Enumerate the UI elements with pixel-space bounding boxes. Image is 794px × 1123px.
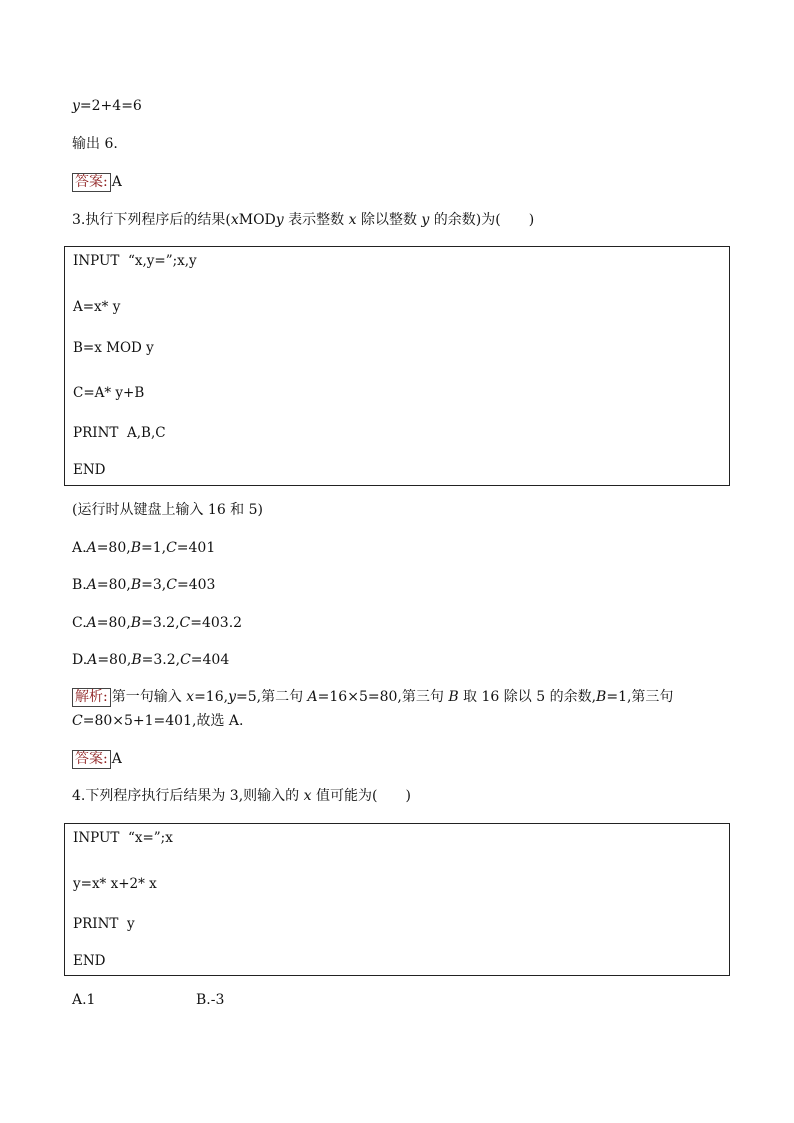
answer-value: A	[111, 751, 122, 767]
var-B: B	[130, 577, 142, 593]
option-value: =404	[190, 652, 230, 668]
code-line: INPUT “x=”;x	[73, 830, 173, 846]
var-B: B	[131, 652, 142, 668]
var-A: A	[86, 615, 97, 631]
option-value: =80,	[96, 577, 131, 593]
code-box-q3	[64, 246, 730, 486]
var-B: B	[130, 540, 141, 556]
option-value: =3.2,	[141, 652, 181, 668]
var-C: C	[166, 577, 177, 593]
stem-text: 值可能为( )	[311, 788, 411, 804]
answer-tag: 答案:	[72, 750, 111, 769]
equation-line	[72, 96, 142, 116]
var-A: A	[86, 577, 97, 593]
var-x: x	[186, 689, 195, 705]
var-x: x	[230, 212, 239, 228]
analysis-text: =16×5=80,第三句	[317, 689, 449, 705]
stem-text: 除以整数	[356, 212, 422, 228]
option-value: =401	[176, 540, 216, 556]
var-C: C	[72, 713, 83, 729]
var-C: C	[180, 652, 191, 668]
analysis-text: =5,第二句	[236, 689, 308, 705]
code-line: PRINT A,B,C	[73, 425, 166, 441]
var-B: B	[448, 689, 459, 705]
code-line: INPUT “x,y=”;x,y	[73, 253, 197, 269]
analysis-text: =80×5+1=401,故选 A.	[82, 713, 244, 729]
answer-line	[72, 749, 122, 769]
option-b: B.-3	[196, 992, 225, 1008]
option-value: =3,	[141, 577, 167, 593]
analysis-text: =1,第三句	[606, 689, 674, 705]
option-b	[72, 575, 215, 595]
option-value: =80,	[96, 615, 131, 631]
code-line: C=A* y+B	[73, 385, 145, 401]
var-A: A	[87, 652, 98, 668]
option-a: A.1	[72, 992, 96, 1008]
option-value: =3.2,	[141, 615, 180, 631]
stem-text: 表示整数	[283, 212, 349, 228]
var-y: y	[275, 212, 284, 228]
analysis-tag: 解析:	[72, 688, 111, 707]
question-3-stem	[72, 210, 534, 230]
option-value: =80,	[97, 652, 132, 668]
option-letter: B.	[72, 577, 87, 593]
answer-line	[72, 172, 122, 192]
var-y: y	[72, 98, 80, 114]
analysis-line-1	[72, 687, 673, 707]
option-letter: D.	[72, 652, 88, 668]
option-value: =1,	[140, 540, 167, 556]
code-line: B=x MOD y	[73, 340, 154, 356]
code-line: END	[73, 953, 106, 969]
stem-text: 的余数)为( )	[429, 212, 535, 228]
var-y: y	[228, 689, 236, 705]
option-value: =403.2	[190, 615, 243, 631]
option-letter: A.	[72, 540, 87, 556]
stem-text: 3.执行下列程序后的结果(	[72, 212, 231, 228]
run-note: (运行时从键盘上输入 16 和 5)	[72, 502, 263, 518]
var-C: C	[179, 615, 191, 631]
equation-rest: =2+4=6	[79, 98, 142, 114]
var-A: A	[86, 540, 97, 556]
var-y: y	[421, 212, 430, 228]
answer-value: A	[111, 174, 122, 190]
question-4-stem	[72, 786, 411, 806]
output-line: 输出 6.	[72, 136, 118, 152]
option-value: =403	[176, 577, 216, 593]
var-x: x	[348, 212, 357, 228]
answer-tag: 答案:	[72, 173, 111, 192]
analysis-text: 取 16 除以 5 的余数,	[458, 689, 597, 705]
var-A: A	[307, 689, 318, 705]
code-box-q4	[64, 823, 730, 976]
option-c	[72, 613, 242, 633]
code-line: END	[73, 462, 106, 478]
var-C: C	[166, 540, 177, 556]
var-B: B	[596, 689, 607, 705]
option-letter: C.	[72, 615, 87, 631]
analysis-text: 第一句输入	[111, 689, 187, 705]
analysis-text: =16,	[194, 689, 229, 705]
analysis-line-2	[72, 711, 243, 731]
code-line: A=x* y	[73, 299, 121, 315]
var-B: B	[130, 615, 142, 631]
code-line: PRINT y	[73, 916, 135, 932]
option-d	[72, 650, 229, 670]
mod-text: MOD	[238, 212, 276, 228]
option-a	[72, 538, 215, 558]
var-x: x	[303, 788, 312, 804]
code-line: y=x* x+2* x	[73, 876, 157, 892]
option-value: =80,	[96, 540, 131, 556]
stem-text: 4.下列程序执行后结果为 3,则输入的	[72, 788, 304, 804]
